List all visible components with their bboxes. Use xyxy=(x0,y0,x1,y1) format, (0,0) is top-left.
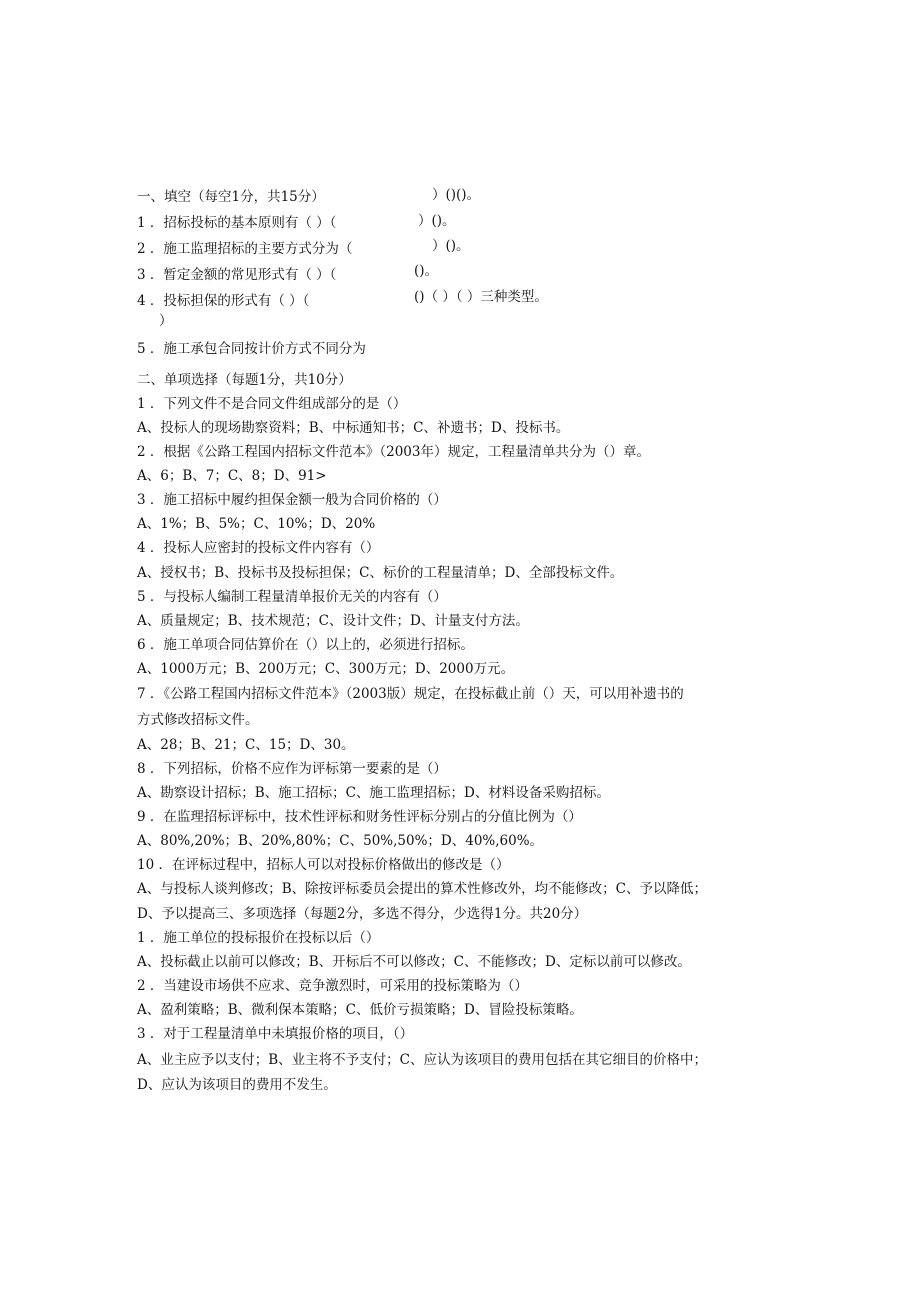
choice-question-1: 1 ．下列文件不是合同文件组成部分的是（） xyxy=(137,396,407,412)
fill-question-3-tail: ()。 xyxy=(414,263,439,279)
choice-question-6: 6 ．施工单项合同估算价在（）以上的，必须进行招标。 xyxy=(137,637,474,653)
choice-answer-8: A、勘察设计招标；B、施工招标；C、施工监理招标；D、材料设备采购招标。 xyxy=(137,785,610,801)
multi-answer-3: A、业主应予以支付；B、业主将不予支付；C、应认为该项目的费用包括在其它细目的价格中； xyxy=(137,1052,707,1068)
choice-answer-1: A、投标人的现场勘察资料；B、中标通知书；C、补遗书；D、投标书。 xyxy=(137,420,570,436)
choice-question-4: 4 ．投标人应密封的投标文件内容有（） xyxy=(137,540,380,556)
choice-answer-10-wrap: D、予以提高三、多项选择（每题2分，多选不得分，少选得1分。共20分） xyxy=(137,906,588,922)
choice-answer-3: A、1%；B、5%；C、10%；D、20% xyxy=(137,516,376,532)
section2-heading: 二、单项选择（每题1分，共10分） xyxy=(137,372,352,388)
choice-question-7: 7 ．《公路工程国内招标文件范本》（2003版）规定，在投标截止前（）天，可以用补遗书的 xyxy=(137,686,684,702)
choice-question-3: 3 ．施工招标中履约担保金额一般为合同价格的（） xyxy=(137,492,447,508)
section1-heading: 一、填空（每空1分，共15分） xyxy=(137,189,325,205)
multi-answer-2: A、盈利策略；B、微利保本策略；C、低价亏损策略；D、冒险投标策略。 xyxy=(137,1002,583,1018)
fill-question-5: 5 ．施工承包合同按计价方式不同分为 xyxy=(137,341,366,357)
fill-question-2: 2 ．施工监理招标的主要方式分为（ xyxy=(137,241,353,257)
choice-question-8: 8 ．下列招标，价格不应作为评标第一要素的是（） xyxy=(137,761,447,777)
choice-answer-10: A、与投标人谈判修改；B、除按评标委员会提出的算术性修改外，均不能修改；C、予以降低； xyxy=(137,881,707,897)
choice-answer-6: A、1000万元；B、200万元；C、300万元；D、2000万元。 xyxy=(137,661,515,677)
fill-question-1: 1 ．招标投标的基本原则有（ ）（ xyxy=(137,215,337,231)
choice-question-2: 2 ．根据《公路工程国内招标文件范本》（2003年）规定，工程量清单共分为（）章。 xyxy=(137,444,650,460)
multi-question-3: 3 ．对于工程量清单中未填报价格的项目，（） xyxy=(137,1026,414,1042)
fill-question-3: 3 ．暂定金额的常见形式有（ ）（ xyxy=(137,267,337,283)
fill-question-1-tail: ）()。 xyxy=(418,213,456,229)
choice-question-9: 9 ．在监理招标评标中，技术性评标和财务性评标分别占的分值比例为（） xyxy=(137,809,582,825)
choice-answer-4: A、授权书；B、投标书及投标担保；C、标价的工程量清单；D、全部投标文件。 xyxy=(137,565,624,581)
multi-question-2: 2 ．当建设市场供不应求、竞争激烈时，可采用的投标策略为（） xyxy=(137,978,528,994)
choice-question-10: 10 ．在评标过程中，招标人可以对投标价格做出的修改是（） xyxy=(137,857,510,873)
fill-question-2-tail: ）()。 xyxy=(432,238,470,254)
fill-question-4: 4 ．投标担保的形式有（ ）（ xyxy=(137,293,310,309)
multi-answer-1: A、投标截止以前可以修改；B、开标后不可以修改；C、不能修改；D、定标以前可以修改。 xyxy=(137,954,691,970)
choice-question-5: 5 ．与投标人编制工程量清单报价无关的内容有（） xyxy=(137,589,447,605)
choice-answer-5: A、质量规定；B、技术规范；C、设计文件；D、计量支付方法。 xyxy=(137,613,529,629)
multi-question-1: 1 ．施工单位的投标报价在投标以后（） xyxy=(137,930,380,946)
fill-question-4-tail: ()（ ）（ ）三种类型。 xyxy=(414,289,548,305)
multi-answer-3-wrap: D、应认为该项目的费用不发生。 xyxy=(137,1077,337,1093)
choice-answer-7: A、28；B、21；C、15；D、30。 xyxy=(137,737,355,753)
fill-question-4-wrap: ） xyxy=(159,313,173,329)
choice-answer-9: A、80%,20%；B、20%,80%；C、50%,50%；D、40%,60%。 xyxy=(137,833,544,849)
choice-question-7-wrap: 方式修改招标文件。 xyxy=(137,712,259,728)
section1-heading-tail: ）()()。 xyxy=(432,187,481,203)
choice-answer-2: A、6；B、7；C、8；D、91> xyxy=(137,468,327,484)
